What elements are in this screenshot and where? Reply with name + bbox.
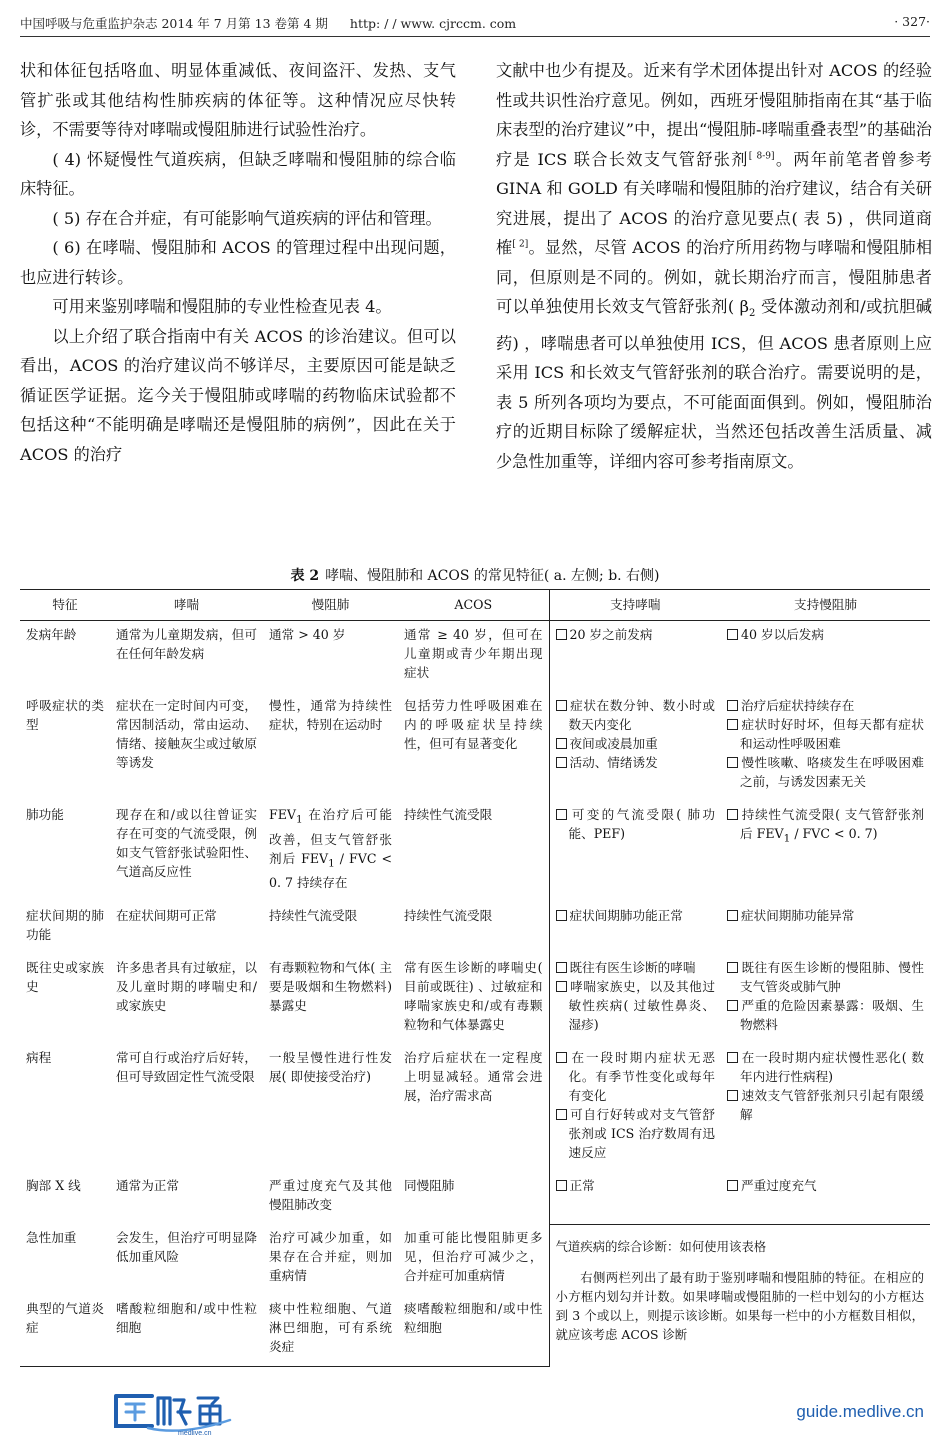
note-body: 右侧两栏列出了最有助于鉴别哮喘和慢阻肺的特征。在相应的小方框内划勾并计数。如果哮喘或慢阻肺的一栏中划勾的小方框达到 3 个或以上，则提示该诊断。如果每一栏中的小方框数目相似，就应该考虑 ACOS 诊断: [555, 1269, 924, 1342]
journal-info: 中国呼吸与危重监护杂志 2014 年 7 月第 13 卷第 4 期: [20, 16, 328, 31]
col-header: ACOS: [398, 590, 549, 621]
support-asthma-cell: 20 岁之前发病: [549, 621, 721, 693]
copd-cell: 有毒颗粒物和气体( 主要是吸烟和生物燃料) 暴露史: [269, 960, 392, 1014]
acos-cell: 同慢阻肺: [404, 1178, 455, 1194]
copd-cell: 一般呈慢性进行性发展( 即使接受治疗): [269, 1050, 392, 1085]
checkbox-icon[interactable]: [727, 1090, 738, 1101]
checkbox-icon[interactable]: [727, 1180, 738, 1191]
checkbox-icon[interactable]: [556, 700, 567, 711]
copd-cell: 痰中性粒细胞、气道淋巴细胞，可有系统炎症: [263, 1295, 398, 1367]
paragraph: 状和体征包括咯血、明显体重减低、夜间盗汗、发热、支气管扩张或其他结构性肺疾病的体征等。这种情况应尽快转诊，不需要等待对哮喘或慢阻肺进行试验性治疗。: [20, 61, 456, 139]
table-header-row: [20, 590, 930, 621]
logo-subtext: medlive.cn: [178, 1430, 212, 1436]
asthma-cell: 通常为儿童期发病，但可在任何年龄发病: [116, 627, 257, 661]
col-header: 支持慢阻肺: [721, 590, 930, 621]
checkbox-icon[interactable]: [727, 757, 738, 768]
support-asthma-cell: 在一段时期内症状无恶化。有季节性变化或每年有变化 可自行好转或对支气管舒张剂或 ICS 治疗数周有迅速反应: [549, 1044, 721, 1172]
checkbox-icon[interactable]: [556, 738, 567, 749]
copd-cell: 慢性，通常为持续性症状，特别在运动时: [269, 698, 392, 732]
checkbox-icon[interactable]: [727, 910, 738, 921]
acos-cell: 通常 ≥ 40 岁，但可在儿童期或青少年期出现症状: [404, 627, 543, 680]
asthma-cell: 通常为正常: [116, 1178, 179, 1194]
checkbox-icon[interactable]: [556, 629, 567, 640]
support-copd-cell: 在一段时期内症状慢性恶化( 数年内进行性病程) 速效支气管舒张剂只引起有限缓解: [721, 1044, 930, 1172]
checkbox-icon[interactable]: [727, 700, 738, 711]
asthma-cell: 现存在和/或以往曾证实存在可变的气流受限，例如支气管舒张试验阳性、气道高反应性: [116, 807, 257, 879]
acos-cell: 常有医生诊断的哮喘史( 目前或既往) 、过敏症和哮喘家族史和/或有毒颗粒物和气体暴露史: [404, 960, 543, 1033]
checkbox-icon[interactable]: [727, 1000, 738, 1011]
copd-cell: 治疗可减少加重，如果存在合并症，则加重病情: [269, 1230, 392, 1284]
medlive-logo[interactable]: [112, 1390, 252, 1436]
checkbox-icon[interactable]: [556, 1052, 567, 1063]
acos-cell: 包括劳力性呼吸困难在内的呼吸症状呈持续性，但可有显著变化: [404, 698, 543, 751]
feature-cell: 症状间期的肺功能: [26, 908, 104, 943]
footer-url[interactable]: guide.medlive.cn: [796, 1402, 924, 1421]
checkbox-icon[interactable]: [556, 910, 567, 921]
support-asthma-cell: 症状在数分钟、数小时或数天内变化 夜间或凌晨加重 活动、情绪诱发: [549, 692, 721, 801]
copd-cell: 持续性气流受限: [269, 908, 358, 924]
checkbox-icon[interactable]: [556, 1109, 567, 1120]
checkbox-icon[interactable]: [727, 719, 738, 730]
support-asthma-cell: 可变的气流受限( 肺功能、PEF): [549, 801, 721, 902]
left-text-column: [20, 56, 456, 469]
checkbox-icon[interactable]: [556, 981, 567, 992]
page-number: · 327·: [894, 14, 930, 29]
col-header: 慢阻肺: [263, 590, 398, 621]
col-header: 支持哮喘: [549, 590, 721, 621]
paragraph: 可用来鉴别哮喘和慢阻肺的专业性检查见表 4。: [52, 297, 392, 316]
acos-cell: 持续性气流受限: [404, 908, 493, 924]
copd-cell: $FEV_1$ 在治疗后可能改善，但支气管舒张剂后 $FEV_1$ / FVC < 0. 7 持续存在: [269, 807, 392, 891]
table-row: [20, 621, 930, 693]
checkbox-icon[interactable]: [727, 629, 738, 640]
checkbox-icon[interactable]: [727, 962, 738, 973]
table-label: 表 2: [290, 568, 320, 584]
table-row: [20, 692, 930, 801]
feature-cell: 急性加重: [26, 1230, 77, 1246]
support-copd-cell: 治疗后症状持续存在 症状时好时坏，但每天都有症状和运动性呼吸困难 慢性咳嗽、咯痰发生在呼吸困难之前，与诱发因素无关: [721, 692, 930, 801]
col-header: 特征: [20, 590, 110, 621]
feature-cell: 病程: [26, 1050, 52, 1066]
support-copd-cell: 40 岁以后发病: [721, 621, 930, 693]
support-asthma-cell: 症状间期肺功能正常: [549, 902, 721, 954]
table-caption: 表 2 哮喘、慢阻肺和 ACOS 的常见特征( a. 左侧; b. 右侧): [290, 568, 660, 584]
acos-cell: 治疗后症状在一定程度上明显减轻。通常会进展，治疗需求高: [404, 1050, 543, 1104]
feature-cell: 既往史或家族史: [26, 960, 104, 995]
copd-cell: 严重过度充气及其他慢阻肺改变: [269, 1178, 392, 1213]
asthma-cell: 症状在一定时间内可变，常因制活动，常由运动、情绪、接触灰尘或过敏原等诱发: [116, 698, 257, 770]
support-copd-cell: 严重过度充气: [721, 1172, 930, 1224]
table-row: [20, 954, 930, 1044]
support-copd-cell: 既往有医生诊断的慢阻肺、慢性支气管炎或肺气肿 严重的危险因素暴露：吸烟、生物燃料: [721, 954, 930, 1044]
feature-cell: 呼吸症状的类型: [26, 698, 104, 732]
paragraph: ( 4) 怀疑慢性气道疾病，但缺乏哮喘和慢阻肺的综合临床特征。: [20, 149, 456, 198]
table-row: [20, 1224, 930, 1295]
checkbox-icon[interactable]: [556, 757, 567, 768]
table-row: [20, 1172, 930, 1224]
acos-cell: 加重可能比慢阻肺更多见，但治疗可减少之，合并症可加重病情: [404, 1230, 543, 1284]
table-row: [20, 902, 930, 954]
table-note: [549, 1224, 930, 1367]
checkbox-icon[interactable]: [727, 809, 738, 820]
support-copd-cell: 症状间期肺功能异常: [721, 902, 930, 954]
journal-url[interactable]: http: / / www. cjrccm. com: [349, 16, 517, 31]
asthma-cell: 常可自行或治疗后好转，但可导致固定性气流受限: [116, 1050, 257, 1085]
support-asthma-cell: 既往有医生诊断的哮喘 哮喘家族史，以及其他过敏性疾病( 过敏性鼻炎、湿疹): [549, 954, 721, 1044]
paragraph: ( 5) 存在合并症，有可能影响气道疾病的评估和管理。: [52, 208, 442, 228]
col-header: 哮喘: [110, 590, 263, 621]
running-header: [20, 14, 930, 37]
checkbox-icon[interactable]: [556, 962, 567, 973]
acos-cell: 持续性气流受限: [404, 807, 493, 822]
citation[interactable]: [ 8-9]: [748, 151, 775, 162]
checkbox-icon[interactable]: [556, 1180, 567, 1191]
feature-cell: 肺功能: [26, 807, 64, 822]
checkbox-icon[interactable]: [727, 1052, 738, 1063]
feature-cell: 典型的气道炎症: [20, 1295, 110, 1367]
citation[interactable]: [ 2]: [512, 239, 529, 250]
support-asthma-cell: 正常: [549, 1172, 721, 1224]
asthma-cell: 许多患者具有过敏症，以及儿童时期的哮喘史和/或家族史: [116, 960, 257, 1014]
support-copd-cell: 持续性气流受限( 支气管舒张剂后 $FEV_1$ / FVC < 0. 7): [721, 801, 930, 902]
acos-cell: 痰嗜酸粒细胞和/或中性粒细胞: [398, 1295, 549, 1367]
note-title: 气道疾病的综合诊断：如何使用该表格: [555, 1238, 767, 1254]
copd-cell: 通常 > 40 岁: [269, 627, 346, 642]
table-row: [20, 801, 930, 902]
checkbox-icon[interactable]: [556, 809, 567, 820]
asthma-cell: 会发生，但治疗可明显降低加重风险: [116, 1230, 257, 1265]
right-text-column: [496, 56, 932, 476]
asthma-cell: 在症状间期可正常: [116, 908, 217, 924]
paragraph: 文献中也少有提及。近来有学术团体提出针对 ACOS 的经验性或共识性治疗意见。例如，西班牙慢阻肺指南在其“基于临床表型的治疗建议”中，提出“慢阻肺-哮喘重叠表型”的基础治疗是 ICS 联合长效支气管舒张剂[ 8-9]。两年前笔者曾参考 GINA 和 GOLD 有关哮喘和慢阻肺的治疗建议，结合有关研究进展，提出了 ACOS 的治疗意见要点( 表 5) ，供同道商榷[ 2]。显然，尽管 ACOS 的治疗所用药物与哮喘和慢阻肺相同，但原则是不同的。例如，就长期治疗而言，慢阻肺患者可以单独使用长效支气管舒张剂( $\beta_2$ 受体激动剂和/或抗胆碱药) ，哮喘患者可以单独使用 ICS，但 ACOS 患者原则上应采用 ICS 和长效支气管舒张剂的联合治疗。需要说明的是，表 5 所列各项均为要点，不可能面面俱到。例如，慢阻肺治疗的近期目标除了缓解症状，当然还包括改善生活质量、减少急性加重等，详细内容可参考指南原文。: [496, 61, 933, 471]
table-row: [20, 1044, 930, 1172]
feature-cell: 胸部 X 线: [26, 1178, 81, 1194]
paragraph: ( 6) 在哮喘、慢阻肺和 ACOS 的管理过程中出现问题，也应进行转诊。: [20, 238, 456, 287]
features-table: [20, 589, 930, 1367]
paragraph: 以上介绍了联合指南中有关 ACOS 的诊治建议。但可以看出，ACOS 的治疗建议尚不够详尽，主要原因可能是缺乏循证医学证据。迄今关于慢阻肺或哮喘的药物临床试验都不包括这种“不能明确是哮喘还是慢阻肺的病例”，因此在关于 ACOS 的治疗: [20, 326, 456, 464]
asthma-cell: 嗜酸粒细胞和/或中性粒细胞: [110, 1295, 263, 1367]
feature-cell: 发病年龄: [26, 627, 77, 642]
